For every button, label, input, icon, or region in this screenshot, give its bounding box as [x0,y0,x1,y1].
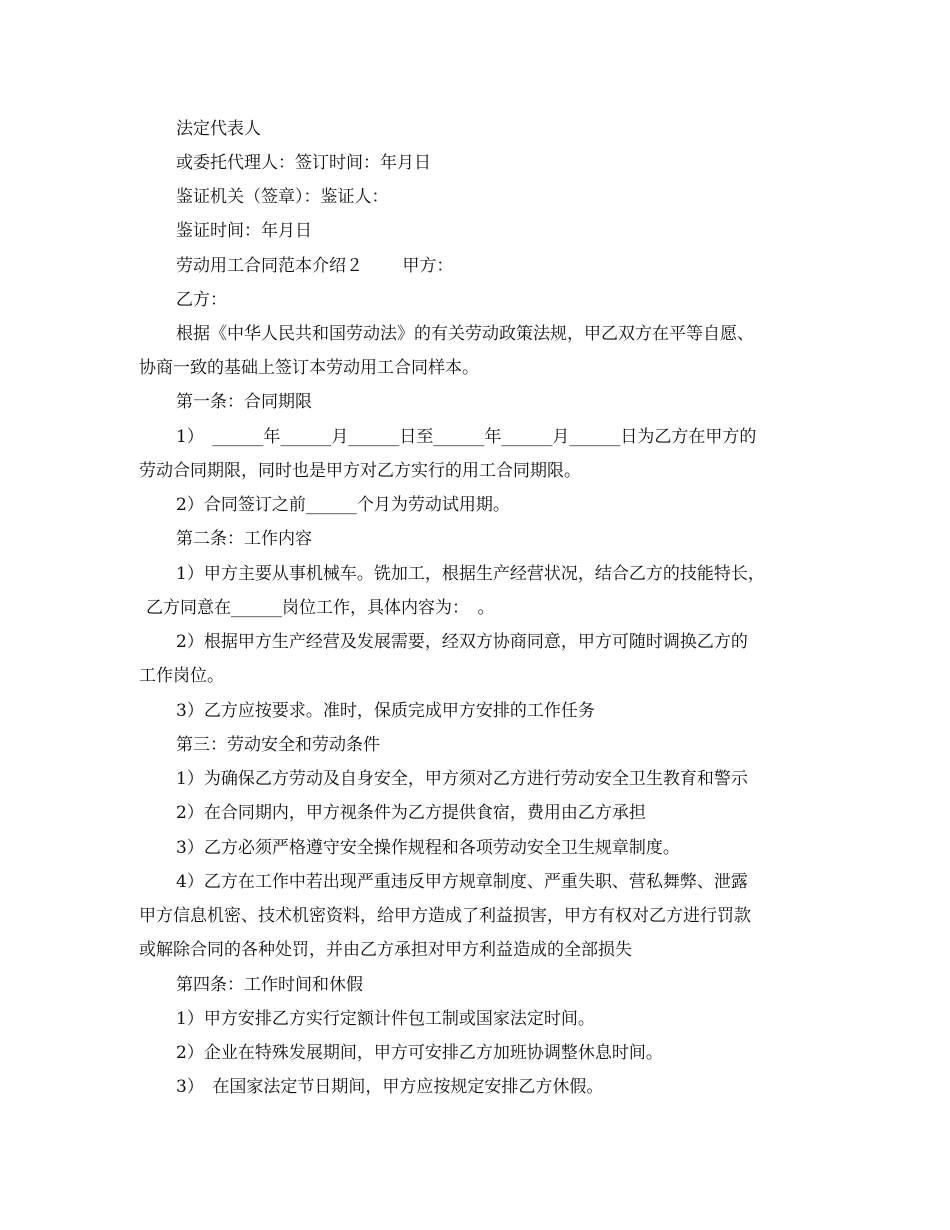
paragraph-line: 2）根据甲方生产经营及发展需要，经双方协商同意，甲方可随时调换乙方的 [176,632,748,652]
text-line: 鉴证时间：年月日 [176,221,312,241]
paragraph-line: 2）企业在特殊发展期间，甲方可安排乙方加班协调整休息时间。 [176,1043,663,1063]
section-heading: 第四条：工作时间和休假 [176,975,363,995]
paragraph-line: 根据《中华人民共和国劳动法》的有关劳动政策法规，甲乙双方在平等自愿、 [176,324,754,344]
paragraph-line: 工作岗位。 [139,666,224,686]
paragraph-line: 3） 在国家法定节日期间，甲方应按规定安排乙方休假。 [176,1077,604,1097]
paragraph-line: 2）在合同期内，甲方视条件为乙方提供食宿，费用由乙方承担 [176,803,646,823]
paragraph-line: 1）为确保乙方劳动及自身安全，甲方须对乙方进行劳动安全卫生教育和警示 [176,769,748,789]
paragraph-line: 1） ______年______月______日至______年______月______日为乙方在甲方的 [176,427,757,447]
paragraph-line: 乙方同意在______岗位工作，具体内容为： 。 [146,598,495,618]
text-line: 劳动用工合同范本介绍２ 甲方： [176,256,454,276]
paragraph-line: 劳动合同期限，同时也是甲方对乙方实行的用工合同期限。 [139,461,581,481]
paragraph-line: 甲方信息机密、技术机密资料，给甲方造成了利益损害，甲方有权对乙方进行罚款 [139,906,751,926]
text-line: 鉴证机关（签章）：鉴证人： [176,187,389,207]
paragraph-line: 或解除合同的各种处罚，并由乙方承担对甲方利益造成的全部损失 [139,940,632,960]
text-line: 或委托代理人：签订时间：年月日 [176,153,431,173]
section-heading: 第三：劳动安全和劳动条件 [176,735,380,755]
paragraph-line: 1）甲方主要从事机械车。铣加工，根据生产经营状况，结合乙方的技能特长， [176,564,765,584]
paragraph-line: 3）乙方应按要求。准时，保质完成甲方安排的工作任务 [176,701,595,721]
text-line: 法定代表人 [176,119,261,139]
section-heading: 第二条：工作内容 [176,529,312,549]
paragraph-line: 2）合同签订之前______个月为劳动试用期。 [176,495,510,515]
paragraph-line: 1）甲方安排乙方实行定额计件包工制或国家法定时间。 [176,1009,595,1029]
paragraph-line: 3）乙方必须严格遵守安全操作规程和各项劳动安全卫生规章制度。 [176,838,680,858]
paragraph-line: 4）乙方在工作中若出现严重违反甲方规章制度、严重失职、营私舞弊、泄露 [176,872,748,892]
section-heading: 第一条：合同期限 [176,392,312,412]
paragraph-line: 协商一致的基础上签订本劳动用工合同样本。 [139,358,479,378]
text-line: 乙方： [176,290,227,310]
